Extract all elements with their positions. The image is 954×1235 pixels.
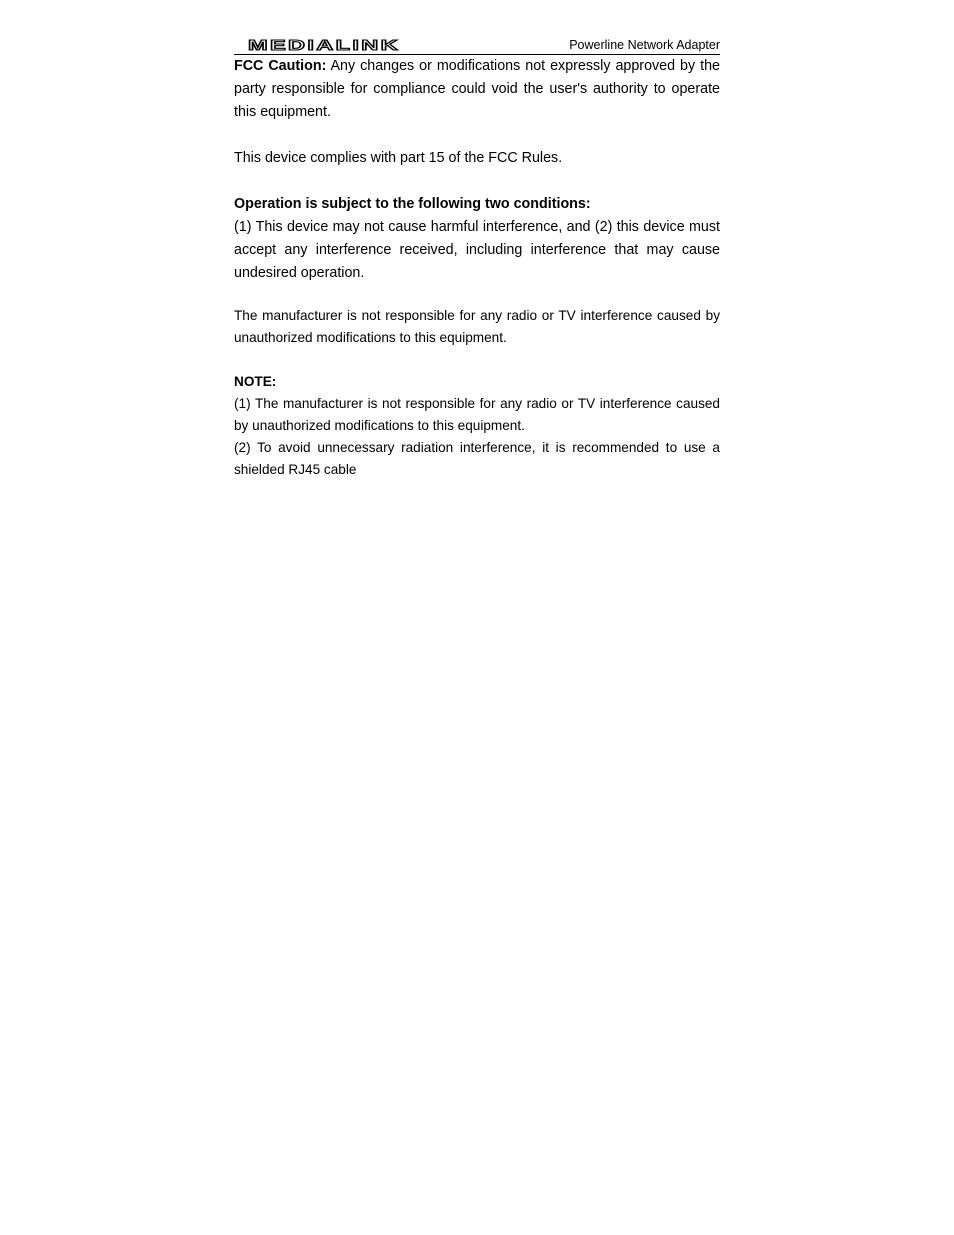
conditions-paragraph: (1) This device may not cause harmful interference, and (2) this device must accept any interference received, including interference that may cause undesired operation.: [234, 219, 720, 281]
note-item-1: (1) The manufacturer is not responsible for any radio or TV interference caused by unauthorized modifications to this equipment.: [234, 396, 720, 433]
spacer: [234, 349, 720, 371]
conditions-heading-text: Operation is subject to the following two conditions:: [234, 196, 591, 212]
page-header: [234, 34, 720, 55]
fcc-caution-label: FCC Caution:: [234, 58, 327, 74]
header-title: Powerline Network Adapter: [569, 38, 720, 52]
note-heading: [234, 371, 720, 393]
spacer: [234, 285, 720, 305]
document-page: [234, 34, 720, 481]
conditions-heading: [234, 193, 720, 216]
medialink-logo: [248, 38, 400, 51]
fcc-caution-text: Any changes or modifications not expressly approved by the party responsible for compliance could void the user's authority to operate this equipment.: [234, 58, 720, 120]
logo-wordmark: MEDIALINK: [248, 38, 400, 51]
spacer: [234, 170, 720, 193]
manufacturer-paragraph: The manufacturer is not responsible for any radio or TV interference caused by unauthorized modifications to this equipment.: [234, 308, 720, 345]
spacer: [234, 124, 720, 147]
note-item-2: (2) To avoid unnecessary radiation interference, it is recommended to use a shielded RJ45 cable: [234, 440, 720, 477]
note-heading-text: NOTE:: [234, 374, 277, 389]
fcc-caution-paragraph: [234, 55, 720, 124]
compliance-paragraph: This device complies with part 15 of the FCC Rules.: [234, 150, 563, 166]
